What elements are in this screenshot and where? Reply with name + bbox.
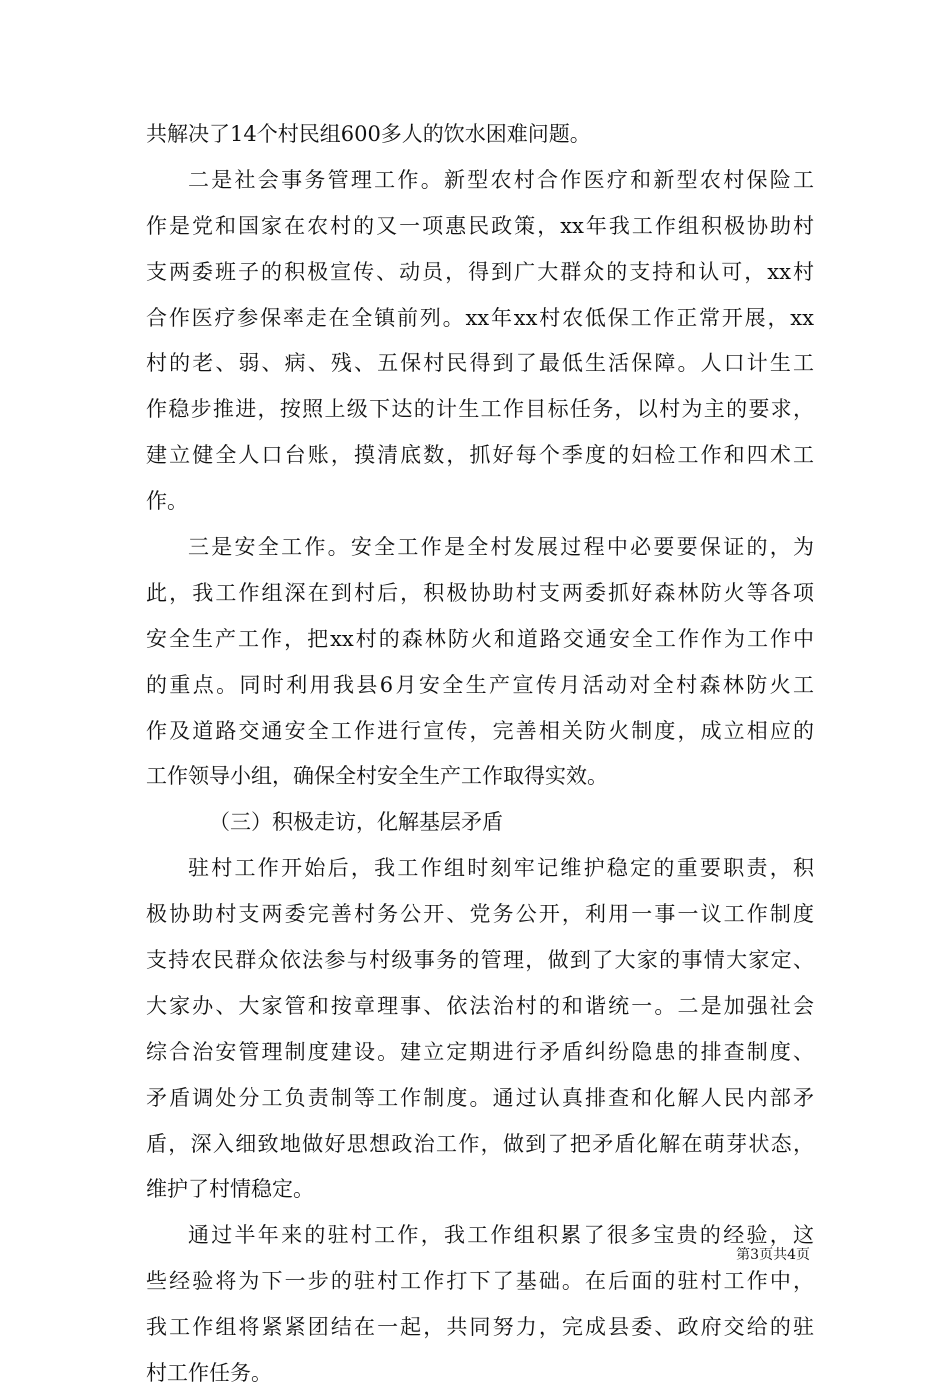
text-line: 三是安全工作。安全工作是全村发展过程中必要要保证的，为: [188, 535, 814, 560]
text-line: 矛盾调处分工负责制等工作制度。通过认真排查和化解人民内部矛: [146, 1085, 814, 1110]
text-line: 作是党和国家在农村的又一项惠民政策，xx年我工作组积极协助村: [146, 213, 814, 238]
text-line: 大家办、大家管和按章理事、依法治村的和谐统一。二是加强社会: [146, 993, 814, 1018]
text-line: 建立健全人口台账，摸清底数，抓好每个季度的妇检工作和四术工: [146, 443, 814, 468]
text-line: 支持农民群众依法参与村级事务的管理，做到了大家的事情大家定、: [146, 948, 814, 973]
text-line: 合作医疗参保率走在全镇前列。xx年xx村农低保工作正常开展，xx: [146, 305, 814, 330]
text-line: 二是社会事务管理工作。新型农村合作医疗和新型农村保险工: [188, 167, 814, 192]
text-line: 作。: [146, 489, 188, 514]
text-line: 支两委班子的积极宣传、动员，得到广大群众的支持和认可，xx村: [146, 259, 814, 284]
text-line: 盾，深入细致地做好思想政治工作，做到了把矛盾化解在萌芽状态，: [146, 1131, 814, 1156]
text-line: 作及道路交通安全工作进行宣传，完善相关防火制度，成立相应的: [146, 718, 814, 743]
text-line: 驻村工作开始后，我工作组时刻牢记维护稳定的重要职责，积: [188, 856, 814, 881]
text-line: 极协助村支两委完善村务公开、党务公开，利用一事一议工作制度: [146, 902, 814, 927]
text-line: 安全生产工作，把xx村的森林防火和道路交通安全工作作为工作中: [146, 626, 814, 651]
body-text: [146, 112, 814, 1397]
text-line: 的重点。同时利用我县6月安全生产宣传月活动对全村森林防火工: [146, 672, 814, 697]
text-line: 村工作任务。: [146, 1361, 272, 1386]
text-line: 共解决了14个村民组600多人的饮水困难问题。: [146, 122, 591, 146]
text-line: 作稳步推进，按照上级下达的计生工作目标任务，以村为主的要求，: [146, 397, 814, 422]
page-number: 第3页共4页: [736, 1247, 810, 1263]
text-line: 综合治安管理制度建设。建立定期进行矛盾纠纷隐患的排查制度、: [146, 1039, 814, 1064]
text-line: 此，我工作组深在到村后，积极协助村支两委抓好森林防火等各项: [146, 580, 814, 605]
text-line: 些经验将为下一步的驻村工作打下了基础。在后面的驻村工作中，: [146, 1269, 814, 1294]
text-line: 我工作组将紧紧团结在一起，共同努力，完成县委、政府交给的驻: [146, 1315, 814, 1340]
text-line: 村的老、弱、病、残、五保村民得到了最低生活保障。人口计生工: [146, 351, 814, 376]
text-line: 维护了村情稳定。: [146, 1177, 314, 1202]
text-line: 工作领导小组，确保全村安全生产工作取得实效。: [146, 764, 608, 789]
text-line: 通过半年来的驻村工作，我工作组积累了很多宝贵的经验，这: [188, 1223, 814, 1248]
text-line: （三）积极走访，化解基层矛盾: [209, 810, 503, 835]
